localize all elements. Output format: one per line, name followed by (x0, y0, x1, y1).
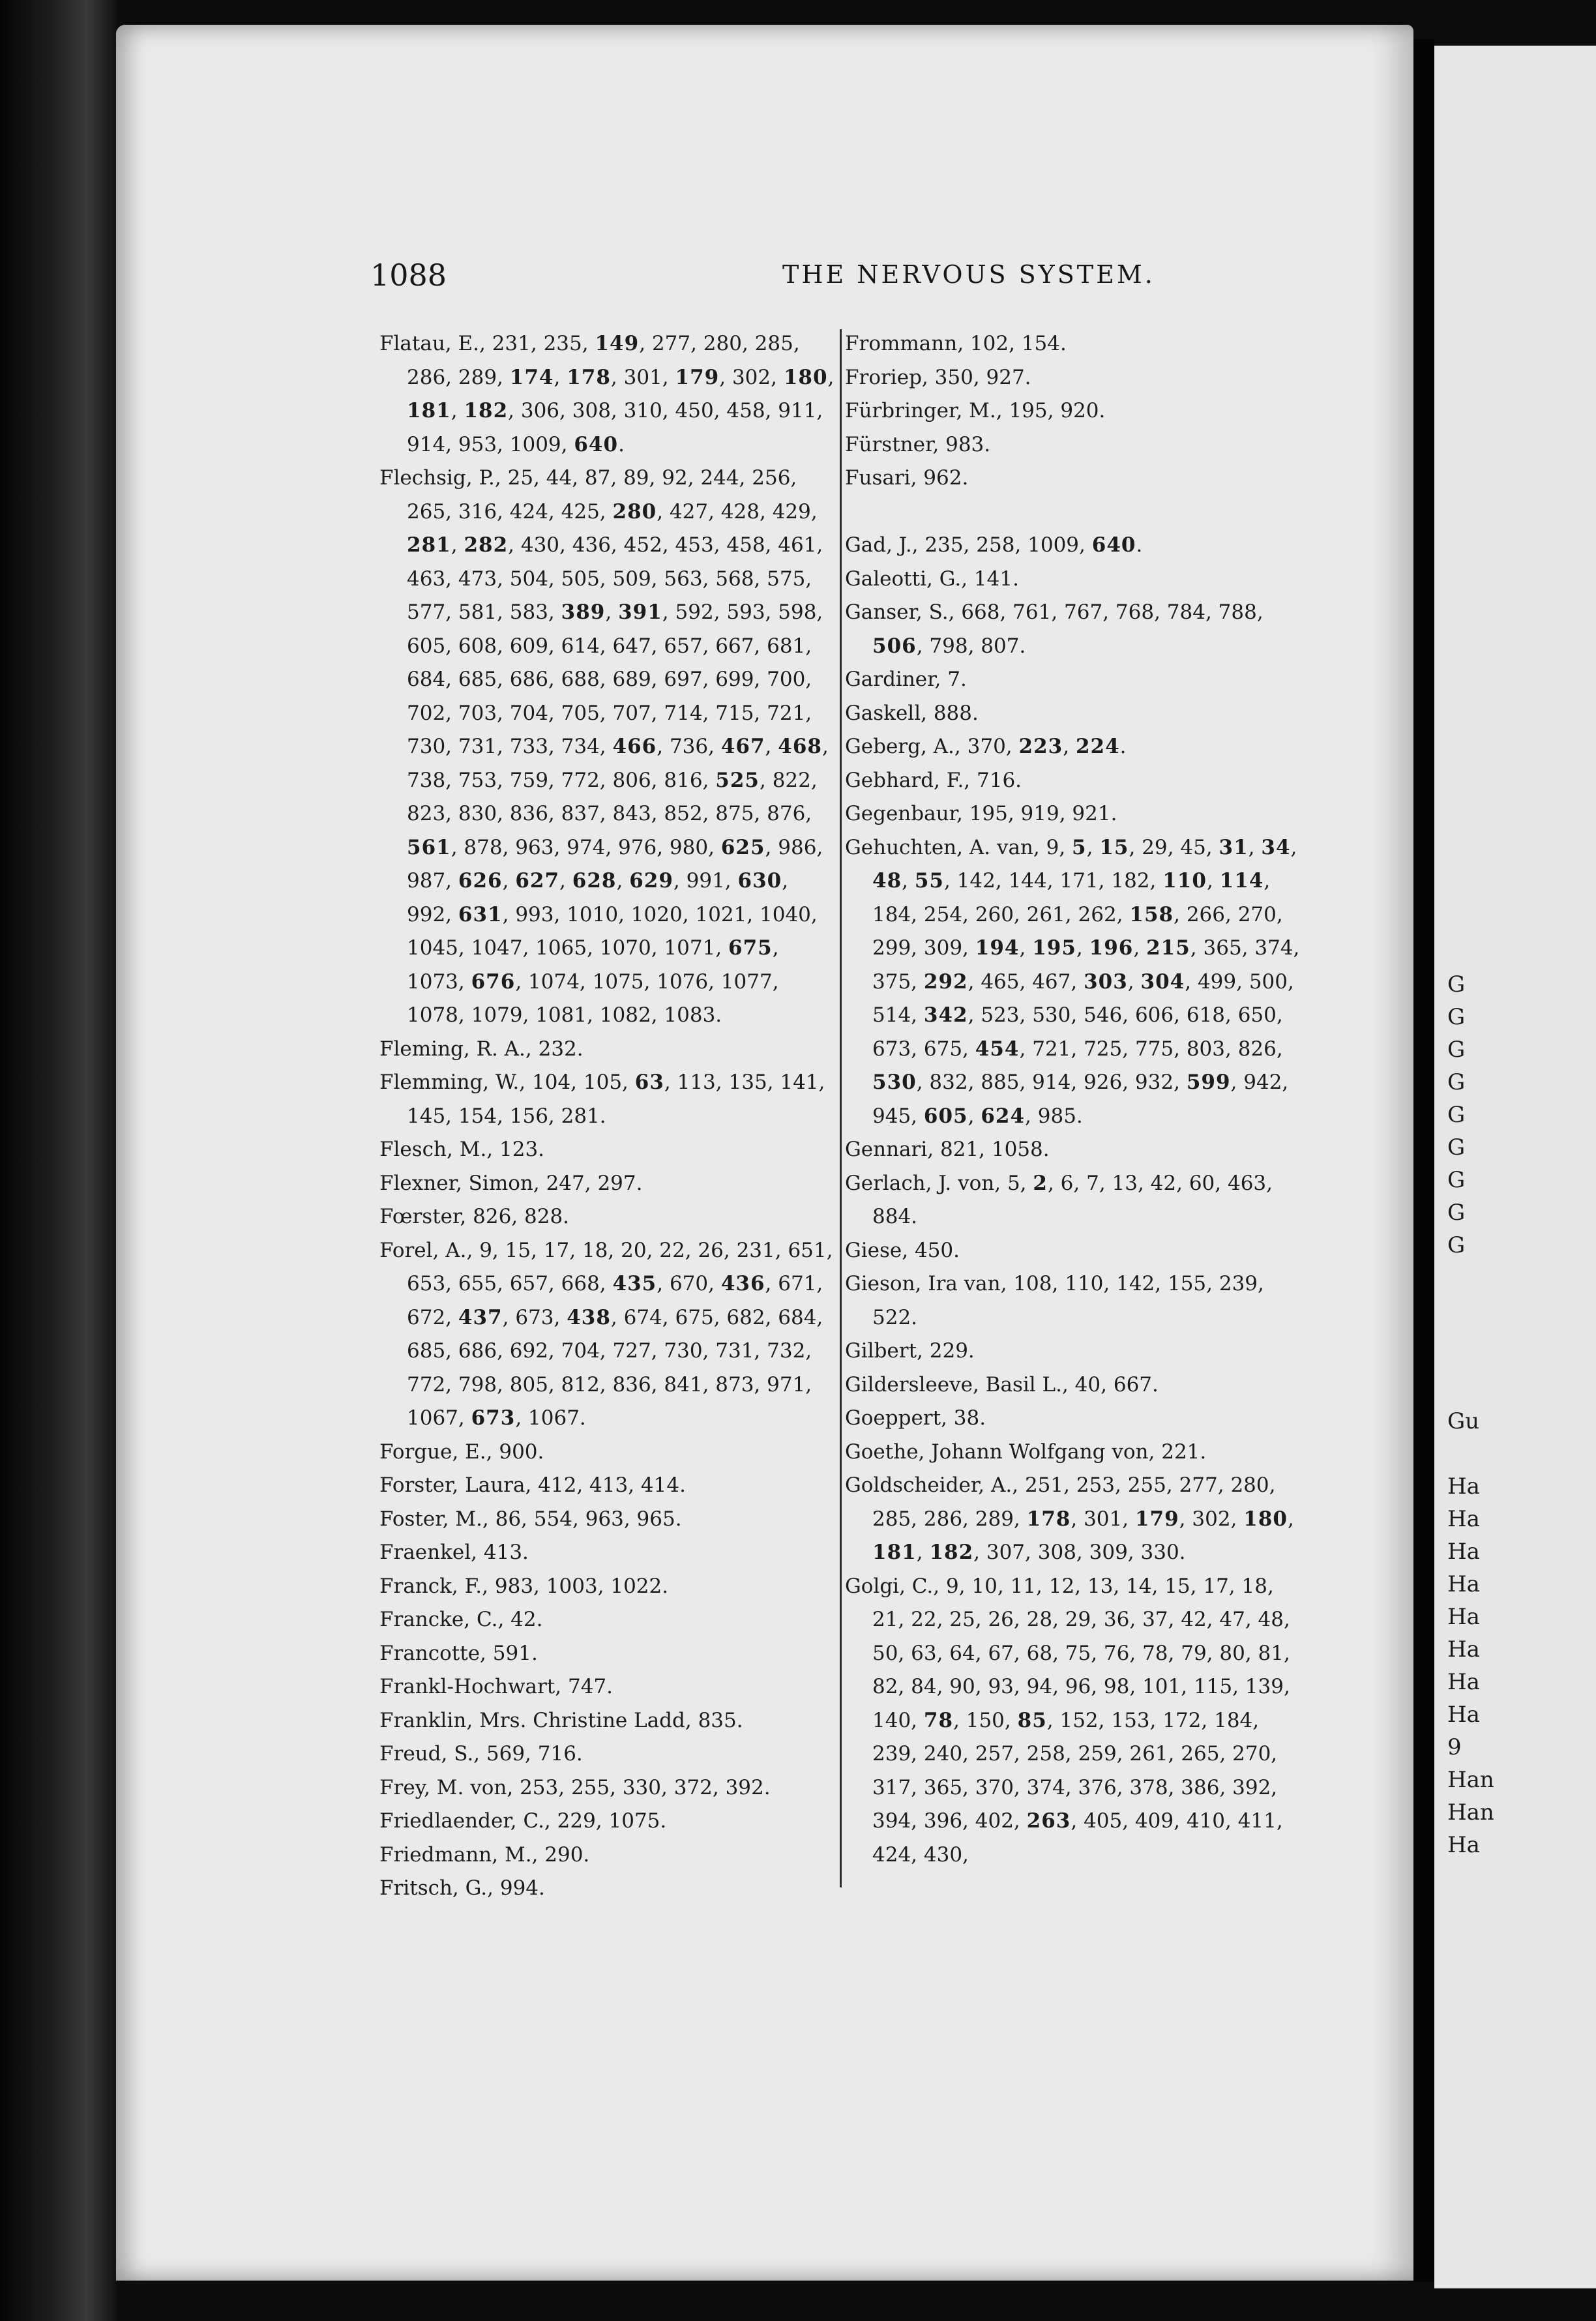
facing-page-fragment: Han (1447, 1767, 1494, 1793)
running-head: THE NERVOUS SYSTEM. (782, 260, 1155, 289)
index-entry: Flechsig, P., 25, 44, 87, 89, 92, 244, 256, 265, 316, 424, 425, 280, 427, 428, 429, 281, 282, 430, 436, 452, 453, 458, 461, 463, 473, 504, 505, 509, 563, 568, 575, 577, 581, 583, 389, 391, 592, 593, 598, 605, 608, 609, 614, 647, 657, 667, 681, 684, 685, 686, 688, 689, 697, 699, 700, 702, 703, 704, 705, 707, 714, 715, 721, 730, 731, 733, 734, 466, 736, 467, 468, 738, 753, 759, 772, 806, 816, 525, 822, 823, 830, 836, 837, 843, 852, 875, 876, 561, 878, 963, 974, 976, 980, 625, 986, 987, 626, 627, 628, 629, 991, 630, 992, 631, 993, 1010, 1020, 1021, 1040, 1045, 1047, 1065, 1070, 1071, 675, 1073, 676, 1074, 1075, 1076, 1077, 1078, 1079, 1081, 1082, 1083. (379, 466, 829, 1027)
facing-page-fragment: G (1447, 1037, 1466, 1063)
index-entry: Francotte, 591. (379, 1641, 538, 1665)
facing-page-fragment: Ha (1447, 1506, 1480, 1532)
page-header (254, 258, 1297, 297)
index-entry: Giese, 450. (845, 1238, 960, 1262)
index-entry: Flesch, M., 123. (379, 1138, 545, 1161)
index-entry: Flexner, Simon, 247, 297. (379, 1171, 643, 1195)
facing-page-fragment: 9 (1447, 1734, 1462, 1760)
facing-page-fragment: Ha (1447, 1539, 1480, 1565)
index-entry: Gerlach, J. von, 5, 2, 6, 7, 13, 42, 60, 463, 884. (845, 1171, 1273, 1228)
index-entry: Flatau, E., 231, 235, 149, 277, 280, 285, 286, 289, 174, 178, 301, 179, 302, 180, 181, 182, 306, 308, 310, 450, 458, 911, 914, 953, 1009, 640. (379, 332, 835, 456)
index-entry: Goldscheider, A., 251, 253, 255, 277, 280, 285, 286, 289, 178, 301, 179, 302, 180, 181, 182, 307, 308, 309, 330. (845, 1473, 1294, 1564)
index-entry: Flemming, W., 104, 105, 63, 113, 135, 141, 145, 154, 156, 281. (379, 1071, 825, 1128)
facing-page-fragment: Ha (1447, 1669, 1480, 1695)
index-entry: Gehuchten, A. van, 9, 5, 15, 29, 45, 31, 34, 48, 55, 142, 144, 171, 182, 110, 114, 184, 254, 260, 261, 262, 158, 266, 270, 299, 309, 194, 195, 196, 215, 365, 374, 375, 292, 465, 467, 303, 304, 499, 500, 514, 342, 523, 530, 546, 606, 618, 650, 673, 675, 454, 721, 725, 775, 803, 826, 530, 832, 885, 914, 926, 932, 599, 942, 945, 605, 624, 985. (845, 835, 1300, 1128)
index-entry: Franck, F., 983, 1003, 1022. (379, 1574, 669, 1598)
index-entry: Frey, M. von, 253, 255, 330, 372, 392. (379, 1775, 771, 1799)
index-entry: Forster, Laura, 412, 413, 414. (379, 1473, 686, 1497)
index-entry: Fleming, R. A., 232. (379, 1037, 584, 1061)
index-entry: Friedmann, M., 290. (379, 1842, 590, 1867)
facing-page-fragment: Ha (1447, 1702, 1480, 1728)
index-entry: Fürbringer, M., 195, 920. (845, 399, 1106, 422)
index-column-right (845, 327, 1301, 1872)
facing-page-fragment: Gu (1447, 1408, 1480, 1434)
index-entry: Gilbert, 229. (845, 1339, 975, 1363)
index-entry: Goeppert, 38. (845, 1406, 986, 1430)
facing-page-fragment: G (1447, 1069, 1466, 1095)
facing-page-fragment: Ha (1447, 1571, 1480, 1597)
index-entry: Gebhard, F., 716. (845, 768, 1022, 792)
page-gutter (1413, 39, 1434, 2282)
index-entry: Golgi, C., 9, 10, 11, 12, 13, 14, 15, 17, 18, 21, 22, 25, 26, 28, 29, 36, 37, 42, 47, 48, 50, 63, 64, 67, 68, 75, 76, 78, 79, 80, 81, 82, 84, 90, 93, 94, 96, 98, 101, 115, 139, 140, 78, 150, 85, 152, 153, 172, 184, 239, 240, 257, 258, 259, 261, 265, 270, 317, 365, 370, 374, 376, 378, 386, 392, 394, 396, 402, 263, 405, 409, 410, 411, 424, 430, (845, 1574, 1290, 1867)
index-entry: Gaskell, 888. (845, 701, 979, 725)
index-entry: Forgue, E., 900. (379, 1440, 544, 1464)
facing-page-fragment: G (1447, 1200, 1466, 1226)
facing-page-fragment: G (1447, 1232, 1466, 1258)
index-entry: Gennari, 821, 1058. (845, 1138, 1050, 1161)
facing-page-fragment: Ha (1447, 1473, 1480, 1500)
index-entry: Gildersleeve, Basil L., 40, 667. (845, 1372, 1159, 1397)
index-entry: Gegenbaur, 195, 919, 921. (845, 802, 1117, 825)
index-entry: Fritsch, G., 994. (379, 1876, 545, 1900)
index-entry: Foster, M., 86, 554, 963, 965. (379, 1507, 682, 1531)
facing-page-fragment: G (1447, 1004, 1466, 1030)
facing-page-fragment: Ha (1447, 1832, 1480, 1858)
facing-page-edge (1434, 46, 1596, 2288)
index-entry: Franklin, Mrs. Christine Ladd, 835. (379, 1708, 743, 1732)
index-entry: Goethe, Johann Wolfgang von, 221. (845, 1440, 1207, 1464)
facing-page-fragment: Ha (1447, 1636, 1480, 1663)
index-entry: Frommann, 102, 154. (845, 332, 1067, 355)
facing-page-fragment: G (1447, 1167, 1466, 1193)
index-column-left (379, 327, 836, 1906)
index-entry: Gieson, Ira van, 108, 110, 142, 155, 239, 522. (845, 1272, 1264, 1329)
index-entry: Freud, S., 569, 716. (379, 1742, 583, 1766)
index-entry: Forel, A., 9, 15, 17, 18, 20, 22, 26, 231, 651, 653, 655, 657, 668, 435, 670, 436, 671, 672, 437, 673, 438, 674, 675, 682, 684, 685, 686, 692, 704, 727, 730, 731, 732, 772, 798, 805, 812, 836, 841, 873, 971, 1067, 673, 1067. (379, 1238, 833, 1430)
index-entry: Fraenkel, 413. (379, 1541, 529, 1564)
index-entry: Ganser, S., 668, 761, 767, 768, 784, 788, 506, 798, 807. (845, 600, 1264, 658)
index-entry: Geberg, A., 370, 223, 224. (845, 735, 1127, 758)
index-entry: Frankl-Hochwart, 747. (379, 1675, 613, 1698)
facing-page-fragment: Han (1447, 1799, 1494, 1826)
index-entry: Gad, J., 235, 258, 1009, 640. (845, 533, 1143, 557)
index-entry: Friedlaender, C., 229, 1075. (379, 1809, 667, 1833)
index-entry: Fürstner, 983. (845, 432, 991, 456)
letter-gap (845, 495, 1301, 529)
column-divider (840, 329, 842, 1887)
index-entry: Galeotti, G., 141. (845, 567, 1019, 591)
index-entry: Gardiner, 7. (845, 668, 967, 691)
page-number: 1088 (370, 258, 447, 293)
index-entry: Fusari, 962. (845, 466, 969, 490)
facing-page-fragment: G (1447, 1102, 1466, 1128)
facing-page-fragment: G (1447, 1134, 1466, 1160)
index-entry: Fœrster, 826, 828. (379, 1205, 570, 1228)
facing-page-fragment: G (1447, 971, 1466, 998)
facing-page-fragment: Ha (1447, 1604, 1480, 1630)
book-spine (0, 0, 116, 2321)
index-entry: Froriep, 350, 927. (845, 365, 1031, 389)
index-entry: Francke, C., 42. (379, 1608, 543, 1631)
